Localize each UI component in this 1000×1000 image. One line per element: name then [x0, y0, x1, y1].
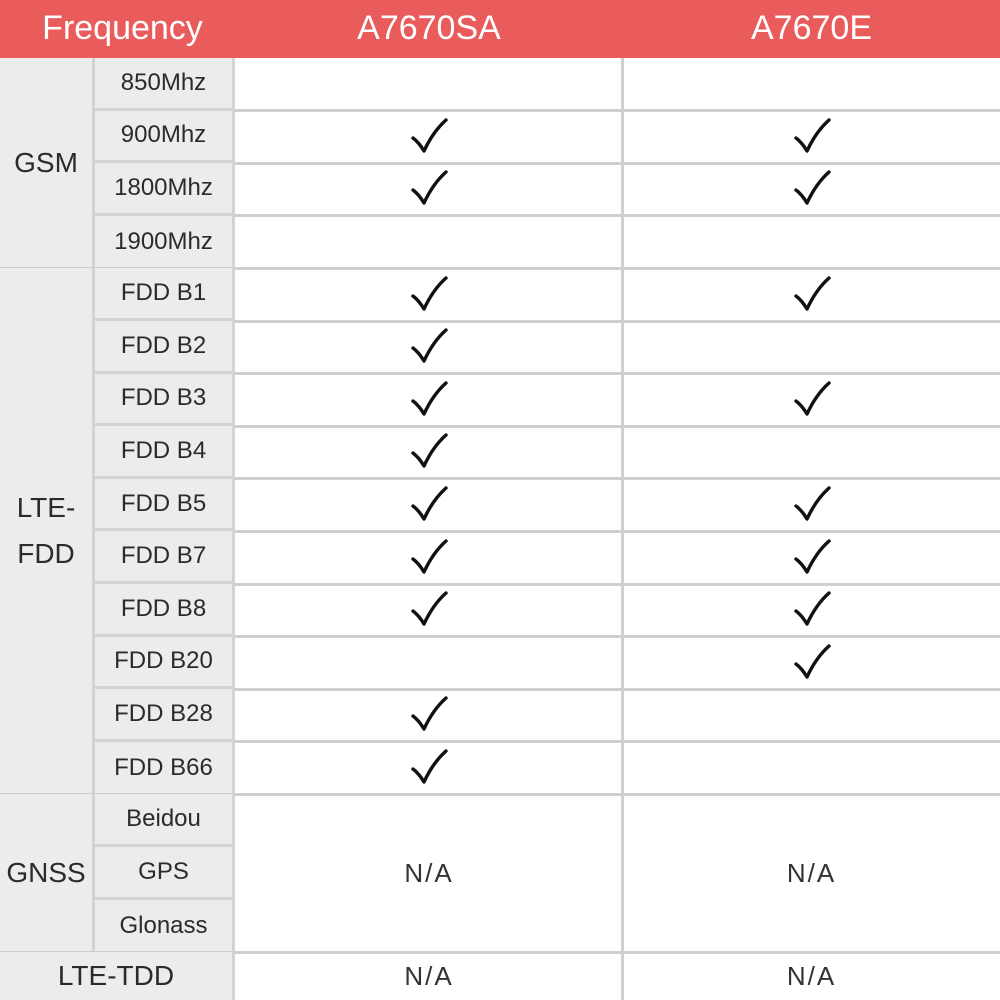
frequency-header: Frequency: [42, 9, 203, 47]
band-label: 1800Mhz: [95, 163, 235, 216]
group-label: GSM: [0, 58, 95, 268]
band-cell-e: [623, 321, 1000, 374]
band-cell-e: [623, 111, 1000, 164]
check-icon: [792, 117, 832, 157]
band-cell-sa: [235, 742, 623, 795]
table-header: [0, 0, 1000, 58]
check-icon: [409, 275, 449, 315]
band-cell-sa: [235, 584, 623, 637]
check-icon: [792, 643, 832, 683]
check-icon: [409, 695, 449, 735]
band-label: FDD B3: [95, 374, 235, 427]
check-icon: [409, 748, 449, 788]
band-label: FDD B4: [95, 426, 235, 479]
band-label: FDD B8: [95, 584, 235, 637]
check-icon: [409, 169, 449, 209]
group-label: LTE- FDD: [0, 268, 95, 794]
band-label: FDD B2: [95, 321, 235, 374]
band-cell-e: [623, 479, 1000, 532]
band-cell-sa: [235, 111, 623, 164]
check-icon: [792, 590, 832, 630]
band-cell-e: [623, 689, 1000, 742]
band-cell-e: [623, 58, 1000, 111]
check-icon: [409, 538, 449, 578]
lte-tdd-label: LTE-TDD: [0, 952, 235, 1000]
band-label: 900Mhz: [95, 111, 235, 164]
check-icon: [792, 169, 832, 209]
band-label: Glonass: [95, 900, 235, 953]
band-label: FDD B7: [95, 531, 235, 584]
band-label: FDD B1: [95, 268, 235, 321]
band-label: Beidou: [95, 794, 235, 847]
band-cell-sa: [235, 479, 623, 532]
band-cell-e: [623, 426, 1000, 479]
band-cell-e: [623, 268, 1000, 321]
band-cell-e: [623, 742, 1000, 795]
band-cell-e: [623, 584, 1000, 637]
band-cell-e: [623, 216, 1000, 269]
band-cell-sa: [235, 321, 623, 374]
check-icon: [409, 327, 449, 367]
band-cell-e: [623, 637, 1000, 690]
band-cell-sa: [235, 268, 623, 321]
lte-tdd-value-e: N/A: [786, 960, 837, 991]
band-cell-sa: [235, 216, 623, 269]
check-icon: [409, 485, 449, 525]
check-icon: [409, 380, 449, 420]
column-divider: [621, 58, 624, 1000]
check-icon: [792, 538, 832, 578]
band-cell-sa: [235, 374, 623, 427]
band-label: FDD B28: [95, 689, 235, 742]
gnss-value-sa: N/A: [404, 857, 454, 888]
band-cell-sa: [235, 163, 623, 216]
check-icon: [409, 432, 449, 472]
band-label: FDD B66: [95, 742, 235, 795]
band-cell-e: [623, 163, 1000, 216]
band-cell-e: [623, 531, 1000, 584]
band-label: GPS: [95, 847, 235, 900]
band-label: FDD B5: [95, 479, 235, 532]
band-cell-sa: [235, 58, 623, 111]
check-icon: [792, 380, 832, 420]
band-cell-e: [623, 374, 1000, 427]
group-label: GNSS: [0, 794, 95, 952]
band-cell-sa: [235, 426, 623, 479]
gnss-value-e: N/A: [786, 857, 837, 888]
model-header-a7670e: A7670E: [751, 9, 872, 47]
band-cell-sa: [235, 689, 623, 742]
check-icon: [792, 275, 832, 315]
band-cell-sa: [235, 531, 623, 584]
band-cell-sa: [235, 637, 623, 690]
check-icon: [409, 117, 449, 157]
band-label: FDD B20: [95, 637, 235, 690]
check-icon: [792, 485, 832, 525]
band-label: 1900Mhz: [95, 216, 235, 269]
lte-tdd-value-sa: N/A: [404, 960, 454, 991]
check-icon: [409, 590, 449, 630]
model-header-a7670sa: A7670SA: [357, 9, 501, 47]
band-label: 850Mhz: [95, 58, 235, 111]
